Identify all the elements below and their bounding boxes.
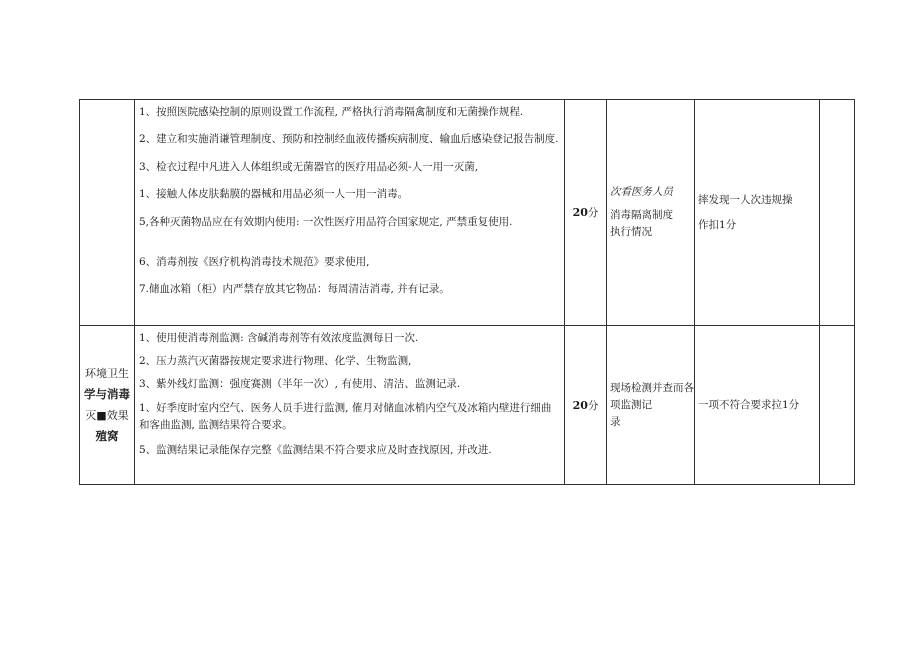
score-cell xyxy=(565,326,607,485)
method-line: 执行情况 xyxy=(610,226,652,238)
score-unit: 分 xyxy=(587,399,599,412)
method-line: 录 xyxy=(610,415,621,428)
score-value: 20 xyxy=(572,398,588,412)
method-cell xyxy=(607,100,695,326)
deduction-cell xyxy=(695,326,820,485)
category-cell xyxy=(80,100,135,326)
method-line: 次看医务人员 xyxy=(610,186,673,198)
list-item: 1、使用使消毒剂监测: 含碱消毒剂等有效浓度监测每日一次. xyxy=(139,332,419,344)
method-line: 现场检测并查而各 xyxy=(610,381,694,394)
remarks-cell xyxy=(820,326,855,485)
list-item: 3、检衣过程中凡进入人体组织或无菌器官的医疗用品必须-人一用一灭菌, xyxy=(139,160,479,173)
deduction-cell xyxy=(695,100,820,326)
list-item: 1、按照医院感染控制的原则设置工作流程, 严格执行消毒隔禽制度和无菌操作规程. xyxy=(139,106,524,118)
list-item: 1、接触人体皮肤黏膜的器械和用品必须一人一用一消毒。 xyxy=(139,188,409,201)
items-cell xyxy=(135,326,565,485)
list-item: 5、监测结果记录能保存完整《监测结果不符合要求应及时查找原因, 并改进. xyxy=(139,444,492,456)
method-line: 项监测记 xyxy=(610,398,652,411)
method-cell xyxy=(607,326,695,485)
list-item: 5,各种灭菌物品应在有效期内使用: 一次性医疗用品符合国家规定, 严禁重复使用. xyxy=(139,215,513,228)
score-value: 20 xyxy=(572,206,588,219)
table-row xyxy=(80,326,855,485)
method-line: 消毒隔离制度 xyxy=(610,209,673,221)
list-item: 2、建立和实施消谦管理制度、预防和控制经血液传播疾病制度、输血后感染登记报告制度. xyxy=(139,133,559,146)
deduction-line: 作扣1分 xyxy=(698,218,737,231)
score-cell xyxy=(565,100,607,326)
deduction-line: 摔发现一人次违规操 xyxy=(698,193,793,206)
table-row xyxy=(80,100,855,326)
remarks-cell xyxy=(820,100,855,326)
category-line: 灭■效果 xyxy=(85,409,129,422)
list-item: 6、消毒剂按《医疗机构消毒技术规范》要求使用, xyxy=(139,255,370,268)
deduction-line: 一项不符合要求拉1分 xyxy=(698,398,800,411)
category-cell xyxy=(80,326,135,485)
items-cell xyxy=(135,100,565,326)
list-item: 7.储血冰箱（柜）内严禁存放其它物品：每周清洁消毒, 并有记录。 xyxy=(139,282,450,295)
list-item: 1、好季度时室内空气、医务人员手进行监测, 傕月对储血冰梢内空气及冰箱内壁进行细曲和客曲监测, 监测结果符合要求。 xyxy=(139,402,552,431)
list-item: 3、紫外线灯监测：强度赛测（半年一次）, 有使用、清洁、监测记录. xyxy=(139,378,461,390)
category-line: 环境卫生 xyxy=(85,367,129,380)
score-unit: 分 xyxy=(587,207,599,219)
category-line: 殖窝 xyxy=(95,429,119,443)
category-line: 学与消毒 xyxy=(84,387,130,401)
evaluation-table xyxy=(79,99,855,485)
list-item: 2、压力蒸汽灭菌器按规定要求进行物理、化学、生物监测, xyxy=(139,355,412,367)
